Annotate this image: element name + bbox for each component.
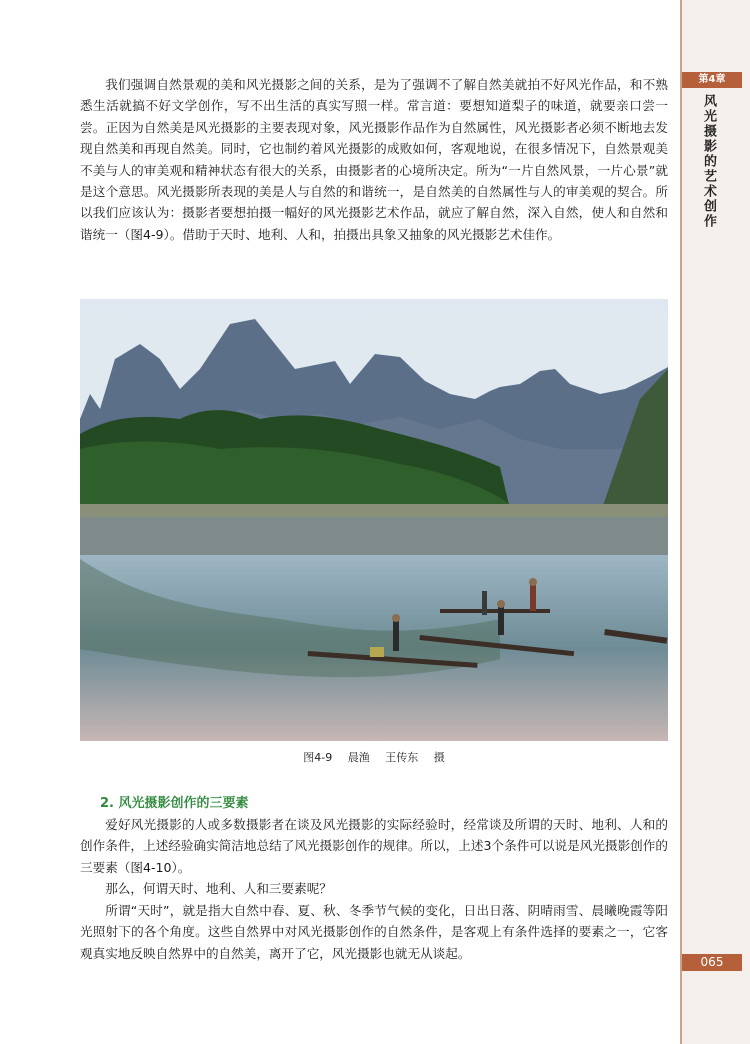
figure-caption — [80, 749, 668, 765]
landscape-photo — [80, 299, 668, 741]
figure-title: 晨渔 — [347, 751, 370, 764]
chapter-tab: 第4章 — [682, 72, 742, 88]
body-paragraph-4: 所谓“天时”，就是指大自然中春、夏、秋、冬季节气候的变化，日出日落、阴晴雨雪、晨曦晚霞等阳光照射下的各个角度。这些自然界中对风光摄影创作的自然条件，是客观上有条件选择的要素之一，它客观真实地反映自然界中的自然美，离开了它，风光摄影也就无从谈起。 — [80, 903, 668, 961]
body-paragraph-2: 爱好风光摄影的人或多数摄影者在谈及风光摄影的实际经验时，经常谈及所谓的天时、地利、人和的创作条件，上述经验确实简洁地总结了风光摄影创作的规律。所以，上述3个条件可以说是风光摄影创作的三要素（图4-10）。 — [80, 817, 668, 875]
page-number: 065 — [682, 954, 742, 971]
body-paragraph-1: 我们强调自然景观的美和风光摄影之间的关系，是为了强调不了解自然美就拍不好风光作品，和不熟悉生活就搞不好文学创作，写不出生活的真实写照一样。常言道：要想知道梨子的味道，就要亲口尝一尝。正因为自然美是风光摄影的主要表现对象，风光摄影作品作为自然属性，风光摄影者必须不断地去发现自然美和再现自然美。同时，它也制约着风光摄影的成败如何，客观地说，在很多情况下，自然景观美不美与人的审美观和精神状态有很大的关系，由摄影者的心境所决定。所为“一片自然风景，一片心景”就是这个意思。风光摄影所表现的美是人与自然的和谐统一，是自然美的自然属性与人的审美观的契合。所以我们应该认为：摄影者要想拍摄一幅好的风光摄影艺术作品，就应了解自然，深入自然，使人和自然和谐统一（图4-9）。借助于天时、地利、人和，拍摄出具象又抽象的风光摄影艺术佳作。 — [80, 77, 668, 242]
figure-author: 王传东 — [385, 751, 419, 764]
section-heading: 2. 风光摄影创作的三要素 — [100, 796, 249, 811]
body-paragraph-3: 那么，何谓天时、地利、人和三要素呢？ — [105, 881, 332, 896]
chapter-title: 风光摄影的艺术创作 — [701, 94, 716, 229]
margin-rule — [680, 0, 682, 1044]
figure-credit: 摄 — [433, 751, 445, 764]
figure-number: 图4-9 — [303, 751, 333, 764]
